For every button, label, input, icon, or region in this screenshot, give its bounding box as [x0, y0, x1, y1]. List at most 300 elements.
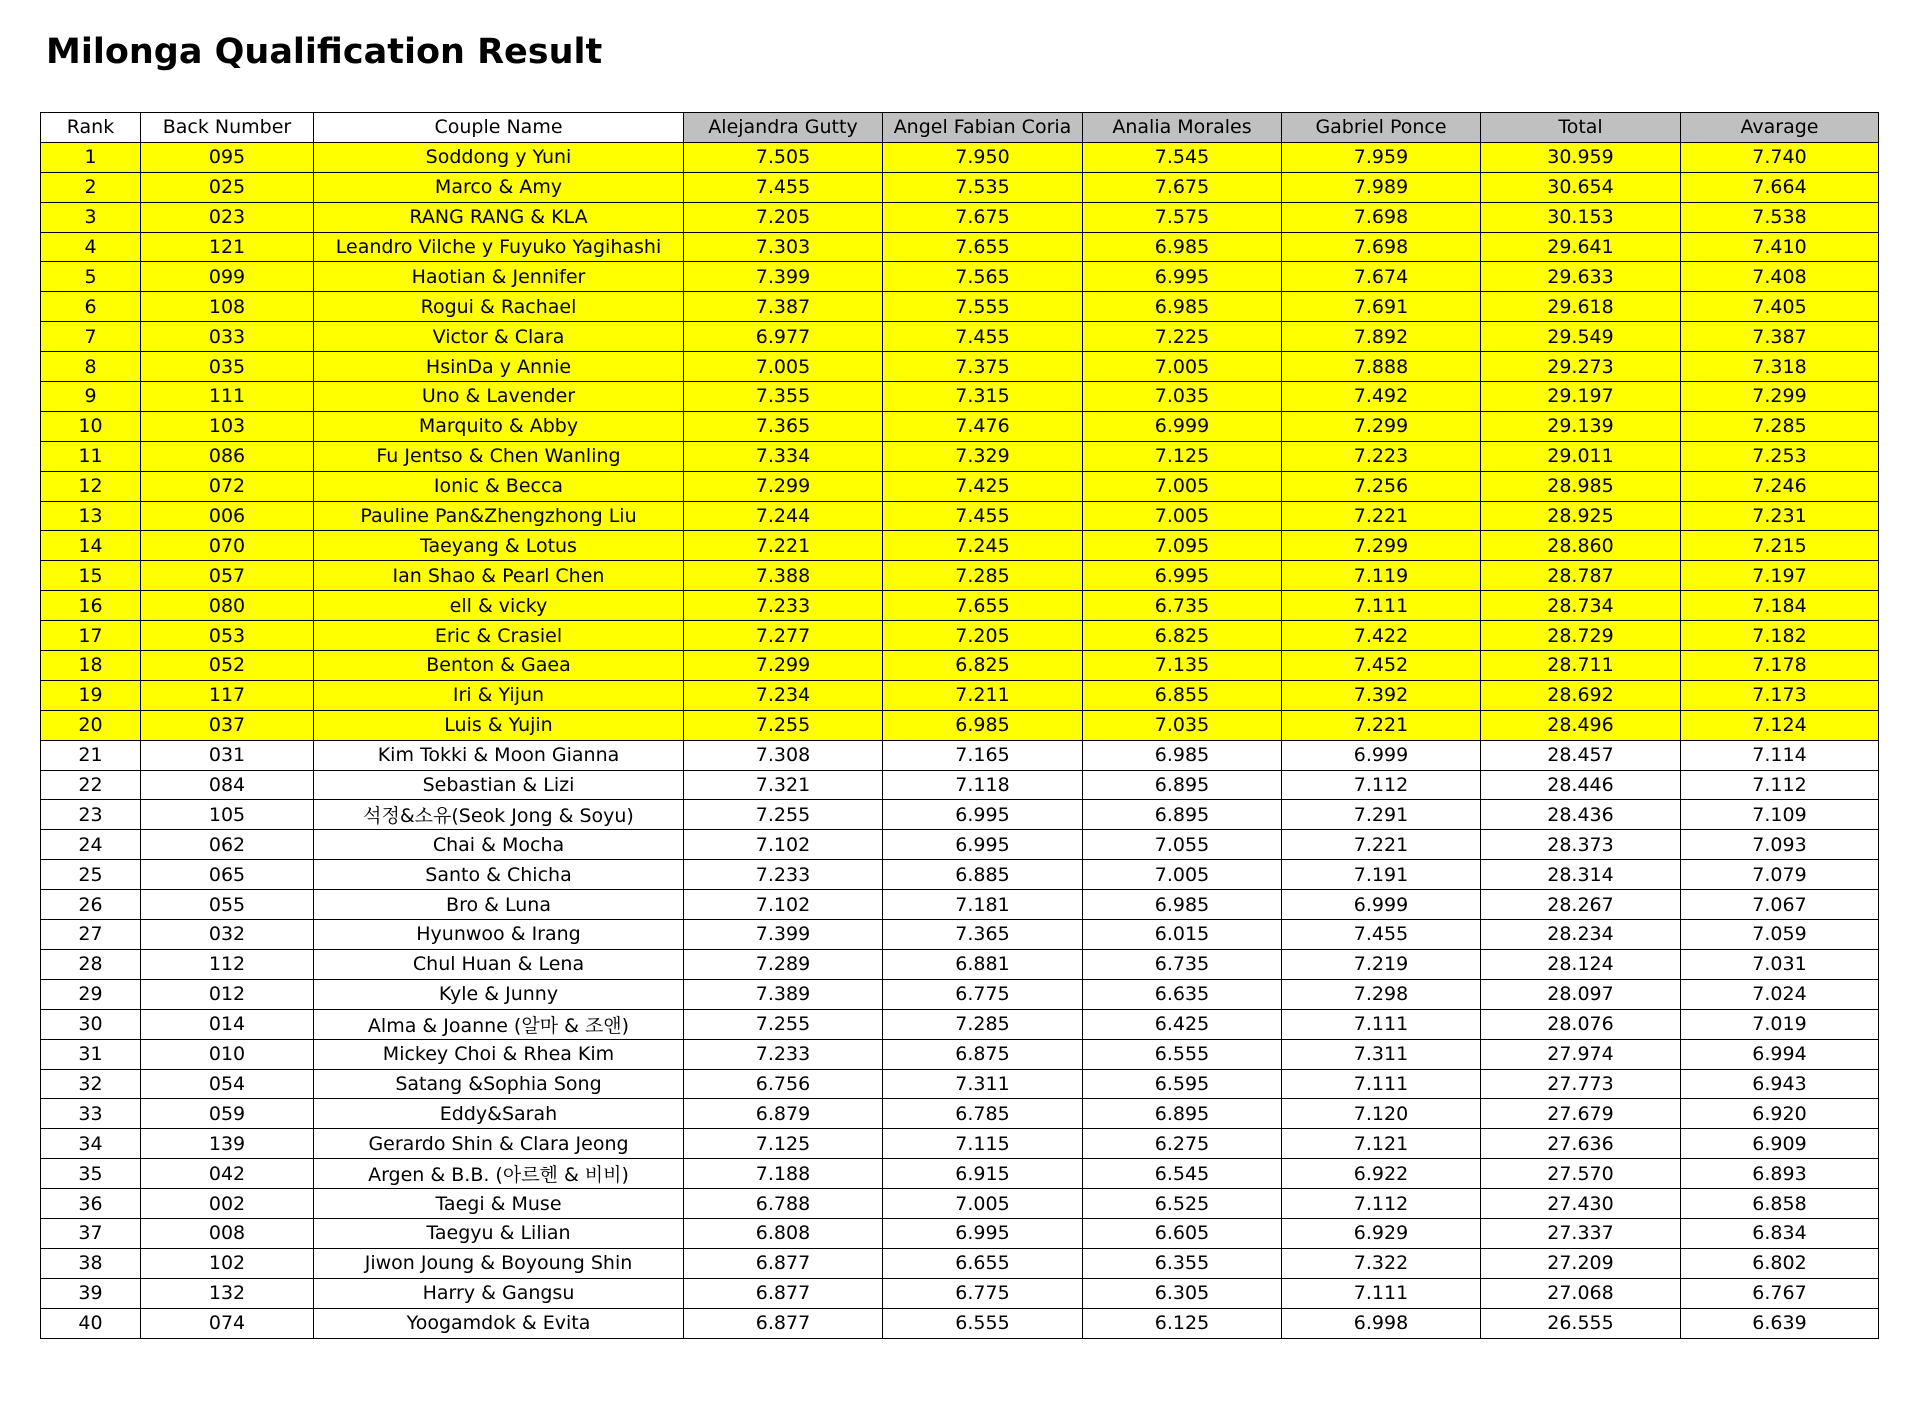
judge-3-score-cell: 6.525: [1083, 1189, 1282, 1219]
total-cell: 28.267: [1481, 890, 1681, 920]
judge-4-score-cell: 7.256: [1282, 471, 1481, 501]
back-number-cell: 080: [141, 591, 314, 621]
table-row: [41, 890, 1879, 920]
couple-name-cell: Victor & Clara: [314, 322, 684, 352]
judge-4-score-cell: 7.674: [1282, 262, 1481, 292]
judge-4-score-cell: 7.111: [1282, 591, 1481, 621]
judge-1-score-cell: 6.879: [684, 1099, 883, 1129]
rank-cell: 31: [41, 1039, 141, 1069]
average-cell: 6.858: [1681, 1189, 1879, 1219]
judge-4-score-cell: 7.120: [1282, 1099, 1481, 1129]
couple-name-cell: Pauline Pan&Zhengzhong Liu: [314, 501, 684, 531]
back-number-cell: 031: [141, 740, 314, 770]
judge-2-score-cell: 6.655: [883, 1248, 1083, 1278]
judge-2-score-cell: 7.476: [883, 411, 1083, 441]
judge-2-score-cell: 7.211: [883, 680, 1083, 710]
column-header-judge-2: Angel Fabian Coria: [883, 113, 1083, 143]
judge-4-score-cell: 6.999: [1282, 740, 1481, 770]
rank-cell: 3: [41, 202, 141, 232]
total-cell: 28.711: [1481, 651, 1681, 681]
qualified-row: [41, 232, 1879, 262]
rank-cell: 5: [41, 262, 141, 292]
back-number-cell: 033: [141, 322, 314, 352]
back-number-cell: 062: [141, 830, 314, 860]
total-cell: 27.068: [1481, 1278, 1681, 1308]
back-number-cell: 035: [141, 352, 314, 382]
judge-4-score-cell: 7.291: [1282, 800, 1481, 830]
total-cell: 28.373: [1481, 830, 1681, 860]
rank-cell: 19: [41, 680, 141, 710]
total-cell: 27.974: [1481, 1039, 1681, 1069]
back-number-cell: 042: [141, 1159, 314, 1189]
table-row: [41, 1069, 1879, 1099]
average-cell: 6.893: [1681, 1159, 1879, 1189]
judge-4-score-cell: 7.119: [1282, 561, 1481, 591]
average-cell: 7.019: [1681, 1009, 1879, 1039]
total-cell: 28.496: [1481, 710, 1681, 740]
rank-cell: 17: [41, 621, 141, 651]
average-cell: 7.285: [1681, 411, 1879, 441]
rank-cell: 13: [41, 501, 141, 531]
judge-4-score-cell: 7.121: [1282, 1129, 1481, 1159]
judge-1-score-cell: 7.234: [684, 680, 883, 710]
judge-1-score-cell: 7.233: [684, 591, 883, 621]
back-number-cell: 065: [141, 860, 314, 890]
total-cell: 27.636: [1481, 1129, 1681, 1159]
judge-3-score-cell: 6.985: [1083, 890, 1282, 920]
judge-2-score-cell: 7.565: [883, 262, 1083, 292]
back-number-cell: 072: [141, 471, 314, 501]
total-cell: 28.076: [1481, 1009, 1681, 1039]
total-cell: 28.446: [1481, 770, 1681, 800]
couple-name-cell: Hyunwoo & Irang: [314, 920, 684, 950]
judge-3-score-cell: 7.135: [1083, 651, 1282, 681]
total-cell: 28.985: [1481, 471, 1681, 501]
judge-3-score-cell: 6.985: [1083, 740, 1282, 770]
judge-2-score-cell: 6.995: [883, 800, 1083, 830]
judge-1-score-cell: 7.244: [684, 501, 883, 531]
judge-2-score-cell: 7.005: [883, 1189, 1083, 1219]
judge-3-score-cell: 7.005: [1083, 501, 1282, 531]
rank-cell: 29: [41, 979, 141, 1009]
couple-name-cell: Ionic & Becca: [314, 471, 684, 501]
couple-name-cell: RANG RANG & KLA: [314, 202, 684, 232]
judge-1-score-cell: 7.334: [684, 441, 883, 471]
rank-cell: 28: [41, 949, 141, 979]
average-cell: 7.059: [1681, 920, 1879, 950]
rank-cell: 21: [41, 740, 141, 770]
back-number-cell: 132: [141, 1278, 314, 1308]
back-number-cell: 070: [141, 531, 314, 561]
total-cell: 29.641: [1481, 232, 1681, 262]
back-number-cell: 086: [141, 441, 314, 471]
judge-3-score-cell: 6.735: [1083, 949, 1282, 979]
judge-3-score-cell: 6.125: [1083, 1308, 1282, 1338]
average-cell: 7.387: [1681, 322, 1879, 352]
judge-4-score-cell: 7.455: [1282, 920, 1481, 950]
judge-2-score-cell: 7.535: [883, 172, 1083, 202]
judge-1-score-cell: 7.205: [684, 202, 883, 232]
judge-1-score-cell: 7.289: [684, 949, 883, 979]
judge-1-score-cell: 7.255: [684, 710, 883, 740]
results-table: [40, 112, 1879, 1339]
average-cell: 7.109: [1681, 800, 1879, 830]
judge-4-score-cell: 7.219: [1282, 949, 1481, 979]
average-cell: 7.405: [1681, 292, 1879, 322]
couple-name-cell: Argen & B.B. (아르헨 & 비비): [314, 1159, 684, 1189]
column-header-back-number: Back Number: [141, 113, 314, 143]
couple-name-cell: Ian Shao & Pearl Chen: [314, 561, 684, 591]
total-cell: 28.124: [1481, 949, 1681, 979]
judge-2-score-cell: 7.245: [883, 531, 1083, 561]
judge-3-score-cell: 6.355: [1083, 1248, 1282, 1278]
judge-1-score-cell: 7.388: [684, 561, 883, 591]
back-number-cell: 105: [141, 800, 314, 830]
judge-4-score-cell: 7.299: [1282, 411, 1481, 441]
average-cell: 7.231: [1681, 501, 1879, 531]
total-cell: 28.787: [1481, 561, 1681, 591]
couple-name-cell: Luis & Yujin: [314, 710, 684, 740]
back-number-cell: 102: [141, 1248, 314, 1278]
judge-4-score-cell: 7.223: [1282, 441, 1481, 471]
total-cell: 28.457: [1481, 740, 1681, 770]
column-header-judge-3: Analia Morales: [1083, 113, 1282, 143]
judge-3-score-cell: 6.635: [1083, 979, 1282, 1009]
judge-4-score-cell: 7.888: [1282, 352, 1481, 382]
judge-3-score-cell: 6.895: [1083, 1099, 1282, 1129]
total-cell: 27.209: [1481, 1248, 1681, 1278]
back-number-cell: 084: [141, 770, 314, 800]
judge-3-score-cell: 7.035: [1083, 710, 1282, 740]
judge-2-score-cell: 7.950: [883, 142, 1083, 172]
judge-2-score-cell: 7.555: [883, 292, 1083, 322]
couple-name-cell: Santo & Chicha: [314, 860, 684, 890]
judge-1-score-cell: 7.188: [684, 1159, 883, 1189]
back-number-cell: 023: [141, 202, 314, 232]
back-number-cell: 095: [141, 142, 314, 172]
average-cell: 6.994: [1681, 1039, 1879, 1069]
judge-2-score-cell: 7.655: [883, 232, 1083, 262]
couple-name-cell: Yoogamdok & Evita: [314, 1308, 684, 1338]
judge-2-score-cell: 6.881: [883, 949, 1083, 979]
total-cell: 28.860: [1481, 531, 1681, 561]
average-cell: 7.124: [1681, 710, 1879, 740]
judge-1-score-cell: 7.303: [684, 232, 883, 262]
total-cell: 29.197: [1481, 382, 1681, 412]
average-cell: 6.639: [1681, 1308, 1879, 1338]
judge-3-score-cell: 6.425: [1083, 1009, 1282, 1039]
judge-1-score-cell: 7.399: [684, 262, 883, 292]
couple-name-cell: Harry & Gangsu: [314, 1278, 684, 1308]
page-title: Milonga Qualification Result: [46, 32, 603, 72]
rank-cell: 15: [41, 561, 141, 591]
judge-1-score-cell: 7.125: [684, 1129, 883, 1159]
judge-4-score-cell: 7.691: [1282, 292, 1481, 322]
column-header-judge-1: Alejandra Gutty: [684, 113, 883, 143]
header-row: [41, 113, 1879, 143]
judge-3-score-cell: 6.595: [1083, 1069, 1282, 1099]
judge-4-score-cell: 7.392: [1282, 680, 1481, 710]
rank-cell: 24: [41, 830, 141, 860]
average-cell: 7.031: [1681, 949, 1879, 979]
judge-4-score-cell: 7.698: [1282, 232, 1481, 262]
back-number-cell: 111: [141, 382, 314, 412]
judge-3-score-cell: 7.545: [1083, 142, 1282, 172]
average-cell: 7.740: [1681, 142, 1879, 172]
total-cell: 26.555: [1481, 1308, 1681, 1338]
table-row: [41, 920, 1879, 950]
rank-cell: 34: [41, 1129, 141, 1159]
average-cell: 7.410: [1681, 232, 1879, 262]
column-header-couple-name: Couple Name: [314, 113, 684, 143]
judge-4-score-cell: 7.298: [1282, 979, 1481, 1009]
judge-4-score-cell: 7.492: [1282, 382, 1481, 412]
average-cell: 7.538: [1681, 202, 1879, 232]
judge-2-score-cell: 7.455: [883, 322, 1083, 352]
column-header-total: Total: [1481, 113, 1681, 143]
judge-3-score-cell: 7.005: [1083, 471, 1282, 501]
rank-cell: 37: [41, 1218, 141, 1248]
total-cell: 29.273: [1481, 352, 1681, 382]
judge-3-score-cell: 6.015: [1083, 920, 1282, 950]
average-cell: 7.173: [1681, 680, 1879, 710]
table-row: [41, 770, 1879, 800]
qualified-row: [41, 651, 1879, 681]
table-row: [41, 1129, 1879, 1159]
judge-1-score-cell: 7.355: [684, 382, 883, 412]
judge-3-score-cell: 7.675: [1083, 172, 1282, 202]
total-cell: 28.734: [1481, 591, 1681, 621]
rank-cell: 6: [41, 292, 141, 322]
total-cell: 29.633: [1481, 262, 1681, 292]
average-cell: 6.834: [1681, 1218, 1879, 1248]
judge-4-score-cell: 6.922: [1282, 1159, 1481, 1189]
judge-2-score-cell: 7.329: [883, 441, 1083, 471]
couple-name-cell: Satang &Sophia Song: [314, 1069, 684, 1099]
rank-cell: 26: [41, 890, 141, 920]
total-cell: 28.925: [1481, 501, 1681, 531]
results-body: [41, 142, 1879, 1338]
judge-2-score-cell: 7.365: [883, 920, 1083, 950]
judge-1-score-cell: 7.387: [684, 292, 883, 322]
couple-name-cell: Uno & Lavender: [314, 382, 684, 412]
judge-3-score-cell: 6.555: [1083, 1039, 1282, 1069]
average-cell: 7.112: [1681, 770, 1879, 800]
judge-4-score-cell: 7.311: [1282, 1039, 1481, 1069]
judge-4-score-cell: 7.299: [1282, 531, 1481, 561]
average-cell: 7.299: [1681, 382, 1879, 412]
judge-4-score-cell: 6.999: [1282, 890, 1481, 920]
couple-name-cell: Alma & Joanne (알마 & 조앤): [314, 1009, 684, 1039]
back-number-cell: 014: [141, 1009, 314, 1039]
judge-1-score-cell: 7.299: [684, 471, 883, 501]
couple-name-cell: Chul Huan & Lena: [314, 949, 684, 979]
judge-3-score-cell: 6.545: [1083, 1159, 1282, 1189]
total-cell: 30.153: [1481, 202, 1681, 232]
judge-1-score-cell: 6.877: [684, 1278, 883, 1308]
total-cell: 28.692: [1481, 680, 1681, 710]
judge-3-score-cell: 7.125: [1083, 441, 1282, 471]
couple-name-cell: Eric & Crasiel: [314, 621, 684, 651]
qualified-row: [41, 501, 1879, 531]
judge-2-score-cell: 7.375: [883, 352, 1083, 382]
judge-1-score-cell: 7.233: [684, 1039, 883, 1069]
rank-cell: 9: [41, 382, 141, 412]
qualified-row: [41, 172, 1879, 202]
table-row: [41, 979, 1879, 1009]
qualified-row: [41, 591, 1879, 621]
judge-3-score-cell: 6.999: [1083, 411, 1282, 441]
judge-2-score-cell: 6.775: [883, 979, 1083, 1009]
judge-1-score-cell: 7.233: [684, 860, 883, 890]
average-cell: 7.246: [1681, 471, 1879, 501]
total-cell: 29.618: [1481, 292, 1681, 322]
judge-3-score-cell: 7.005: [1083, 352, 1282, 382]
total-cell: 30.654: [1481, 172, 1681, 202]
judge-2-score-cell: 7.205: [883, 621, 1083, 651]
judge-4-score-cell: 7.892: [1282, 322, 1481, 352]
average-cell: 7.408: [1681, 262, 1879, 292]
rank-cell: 11: [41, 441, 141, 471]
table-row: [41, 1039, 1879, 1069]
back-number-cell: 002: [141, 1189, 314, 1219]
judge-3-score-cell: 7.575: [1083, 202, 1282, 232]
table-row: [41, 1099, 1879, 1129]
judge-3-score-cell: 7.225: [1083, 322, 1282, 352]
qualified-row: [41, 292, 1879, 322]
average-cell: 7.197: [1681, 561, 1879, 591]
rank-cell: 8: [41, 352, 141, 382]
judge-4-score-cell: 7.111: [1282, 1069, 1481, 1099]
rank-cell: 39: [41, 1278, 141, 1308]
judge-1-score-cell: 6.808: [684, 1218, 883, 1248]
total-cell: 28.729: [1481, 621, 1681, 651]
total-cell: 28.234: [1481, 920, 1681, 950]
couple-name-cell: Fu Jentso & Chen Wanling: [314, 441, 684, 471]
qualified-row: [41, 680, 1879, 710]
rank-cell: 36: [41, 1189, 141, 1219]
couple-name-cell: Soddong y Yuni: [314, 142, 684, 172]
average-cell: 6.920: [1681, 1099, 1879, 1129]
back-number-cell: 117: [141, 680, 314, 710]
rank-cell: 4: [41, 232, 141, 262]
rank-cell: 35: [41, 1159, 141, 1189]
judge-2-score-cell: 7.655: [883, 591, 1083, 621]
rank-cell: 12: [41, 471, 141, 501]
average-cell: 7.182: [1681, 621, 1879, 651]
couple-name-cell: Haotian & Jennifer: [314, 262, 684, 292]
judge-1-score-cell: 7.399: [684, 920, 883, 950]
rank-cell: 16: [41, 591, 141, 621]
back-number-cell: 112: [141, 949, 314, 979]
judge-1-score-cell: 7.455: [684, 172, 883, 202]
qualified-row: [41, 411, 1879, 441]
judge-1-score-cell: 7.005: [684, 352, 883, 382]
couple-name-cell: Taeyang & Lotus: [314, 531, 684, 561]
judge-2-score-cell: 6.785: [883, 1099, 1083, 1129]
back-number-cell: 012: [141, 979, 314, 1009]
judge-2-score-cell: 7.181: [883, 890, 1083, 920]
back-number-cell: 059: [141, 1099, 314, 1129]
qualified-row: [41, 352, 1879, 382]
rank-cell: 20: [41, 710, 141, 740]
table-row: [41, 740, 1879, 770]
judge-2-score-cell: 6.985: [883, 710, 1083, 740]
judge-2-score-cell: 6.995: [883, 830, 1083, 860]
rank-cell: 1: [41, 142, 141, 172]
rank-cell: 25: [41, 860, 141, 890]
average-cell: 7.318: [1681, 352, 1879, 382]
qualified-row: [41, 142, 1879, 172]
judge-4-score-cell: 7.111: [1282, 1278, 1481, 1308]
table-row: [41, 949, 1879, 979]
back-number-cell: 006: [141, 501, 314, 531]
back-number-cell: 054: [141, 1069, 314, 1099]
total-cell: 28.097: [1481, 979, 1681, 1009]
qualified-row: [41, 710, 1879, 740]
back-number-cell: 099: [141, 262, 314, 292]
total-cell: 27.679: [1481, 1099, 1681, 1129]
average-cell: 7.178: [1681, 651, 1879, 681]
back-number-cell: 032: [141, 920, 314, 950]
judge-2-score-cell: 7.455: [883, 501, 1083, 531]
judge-4-score-cell: 7.112: [1282, 1189, 1481, 1219]
total-cell: 27.570: [1481, 1159, 1681, 1189]
judge-3-score-cell: 6.995: [1083, 561, 1282, 591]
judge-1-score-cell: 7.308: [684, 740, 883, 770]
judge-2-score-cell: 7.285: [883, 561, 1083, 591]
rank-cell: 33: [41, 1099, 141, 1129]
column-header-rank: Rank: [41, 113, 141, 143]
rank-cell: 22: [41, 770, 141, 800]
judge-3-score-cell: 6.605: [1083, 1218, 1282, 1248]
judge-1-score-cell: 7.102: [684, 830, 883, 860]
couple-name-cell: Bro & Luna: [314, 890, 684, 920]
back-number-cell: 037: [141, 710, 314, 740]
rank-cell: 32: [41, 1069, 141, 1099]
couple-name-cell: Iri & Yijun: [314, 680, 684, 710]
total-cell: 28.314: [1481, 860, 1681, 890]
judge-1-score-cell: 6.977: [684, 322, 883, 352]
average-cell: 7.253: [1681, 441, 1879, 471]
table-row: [41, 1189, 1879, 1219]
judge-4-score-cell: 7.322: [1282, 1248, 1481, 1278]
judge-4-score-cell: 7.959: [1282, 142, 1481, 172]
table-row: [41, 860, 1879, 890]
back-number-cell: 010: [141, 1039, 314, 1069]
couple-name-cell: Leandro Vilche y Fuyuko Yagihashi: [314, 232, 684, 262]
qualified-row: [41, 471, 1879, 501]
judge-2-score-cell: 7.285: [883, 1009, 1083, 1039]
average-cell: 6.943: [1681, 1069, 1879, 1099]
couple-name-cell: Rogui & Rachael: [314, 292, 684, 322]
judge-2-score-cell: 7.675: [883, 202, 1083, 232]
judge-1-score-cell: 6.788: [684, 1189, 883, 1219]
judge-2-score-cell: 6.775: [883, 1278, 1083, 1308]
back-number-cell: 103: [141, 411, 314, 441]
back-number-cell: 121: [141, 232, 314, 262]
average-cell: 7.664: [1681, 172, 1879, 202]
judge-1-score-cell: 6.756: [684, 1069, 883, 1099]
back-number-cell: 052: [141, 651, 314, 681]
couple-name-cell: Mickey Choi & Rhea Kim: [314, 1039, 684, 1069]
judge-4-score-cell: 7.221: [1282, 710, 1481, 740]
average-cell: 7.024: [1681, 979, 1879, 1009]
judge-1-score-cell: 6.877: [684, 1248, 883, 1278]
judge-2-score-cell: 7.165: [883, 740, 1083, 770]
qualified-row: [41, 262, 1879, 292]
couple-name-cell: Gerardo Shin & Clara Jeong: [314, 1129, 684, 1159]
